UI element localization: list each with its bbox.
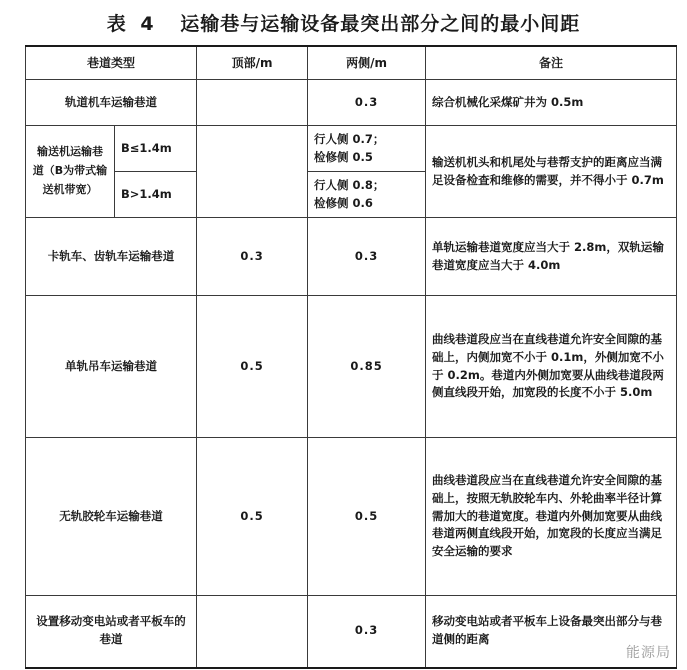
- row-note: 综合机械化采煤矿井为 0.5m: [426, 80, 677, 126]
- row-top: [197, 80, 308, 126]
- row-note: 移动变电站或者平板车上设备最突出部分与巷道侧的距离: [426, 596, 677, 668]
- table-row: [26, 80, 677, 126]
- table-title-number: 4: [140, 13, 155, 35]
- row-top: [197, 596, 308, 668]
- row-sides: 0.3: [308, 218, 426, 296]
- row-note: 单轨运输巷道宽度应当大于 2.8m，双轨运输巷道宽度应当大于 4.0m: [426, 218, 677, 296]
- table-row: [26, 126, 677, 172]
- header-sides: 两侧/m: [308, 46, 426, 80]
- table-title: [0, 6, 687, 42]
- row-sides: 0.5: [308, 438, 426, 596]
- table-row: [26, 438, 677, 596]
- header-top: 顶部/m: [197, 46, 308, 80]
- table-title-prefix: 表: [106, 13, 127, 35]
- row-type: 设置移动变电站或者平板车的巷道: [26, 596, 197, 668]
- row-sub-sides: 行人侧 0.8； 检修侧 0.6: [308, 172, 426, 218]
- row-type: 无轨胶轮车运输巷道: [26, 438, 197, 596]
- row-sides: 0.85: [308, 296, 426, 438]
- row-type: 单轨吊车运输巷道: [26, 296, 197, 438]
- row-note: 曲线巷道段应当在直线巷道允许安全间隙的基础上，内侧加宽不小于 0.1m，外侧加宽不小于 0.2m。巷道内外侧加宽要从曲线巷道段两侧直线段开始，加宽段的长度不小于 5.0m: [426, 296, 677, 438]
- row-top: [197, 126, 308, 218]
- watermark: 能源局: [626, 645, 671, 661]
- header-note: 备注: [426, 46, 677, 80]
- row-sub-b: B≤1.4m: [115, 126, 197, 172]
- row-top: 0.3: [197, 218, 308, 296]
- table-row: [26, 218, 677, 296]
- row-type: 卡轨车、齿轨车运输巷道: [26, 218, 197, 296]
- spacing-table: [25, 45, 677, 669]
- row-sub-sides: 行人侧 0.7； 检修侧 0.5: [308, 126, 426, 172]
- row-note: 输送机机头和机尾处与巷帮支护的距离应当满足设备检查和维修的需要，并不得小于 0.7m: [426, 126, 677, 218]
- row-note: 曲线巷道段应当在直线巷道允许安全间隙的基础上，按照无轨胶轮车内、外轮曲率半径计算需加大的巷道宽度。巷道内外侧加宽要从曲线巷道两侧直线段开始，加宽段的长度应当满足安全运输的要求: [426, 438, 677, 596]
- table-title-text: 运输巷与运输设备最突出部分之间的最小间距: [180, 13, 581, 35]
- table-row: [26, 596, 677, 668]
- row-top: 0.5: [197, 438, 308, 596]
- row-top: 0.5: [197, 296, 308, 438]
- table-row: [26, 296, 677, 438]
- row-sides: 0.3: [308, 80, 426, 126]
- header-type: 巷道类型: [26, 46, 197, 80]
- table-header-row: [26, 46, 677, 80]
- row-type: 输送机运输巷道（B为带式输送机带宽）: [26, 126, 115, 218]
- row-type: 轨道机车运输巷道: [26, 80, 197, 126]
- row-sides: 0.3: [308, 596, 426, 668]
- row-sub-b: B>1.4m: [115, 172, 197, 218]
